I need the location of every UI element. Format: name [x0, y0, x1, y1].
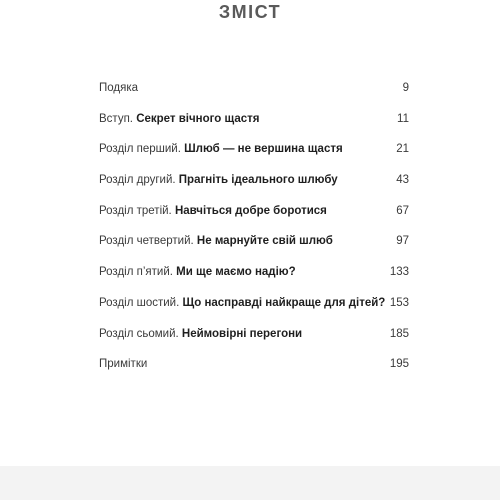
toc-entry-title: Шлюб — не вершина щастя [184, 143, 343, 156]
toc-entry [99, 354, 411, 385]
toc-page-number: 11 [397, 112, 409, 125]
toc-entry-title: Не марнуйте свій шлюб [196, 235, 333, 248]
toc-entry-title: Секрет вічного щастя [136, 112, 260, 125]
toc-entry-text [99, 78, 138, 98]
toc-page-number: 185 [389, 327, 409, 340]
toc-entry [99, 78, 411, 109]
toc-entry-prefix: Розділ перший. [99, 143, 185, 156]
toc-entry [99, 139, 411, 170]
toc-entry-prefix: Примітки [99, 358, 148, 371]
toc-page-number: 67 [396, 204, 409, 217]
toc-entry-text [99, 354, 147, 374]
toc-page-number: 133 [389, 266, 409, 279]
toc-entry-title: Прагніть ідеального шлюбу [178, 174, 338, 187]
toc-entry-text [99, 324, 302, 344]
toc-entry [99, 109, 411, 140]
toc-entry-prefix: Вступ. [99, 112, 137, 125]
toc-entry-prefix: Розділ третій. [99, 204, 175, 217]
toc-page-number: 97 [396, 235, 409, 248]
toc-entry-text [99, 109, 260, 129]
toc-page-number: 43 [396, 174, 409, 187]
toc-entry [99, 324, 411, 355]
toc-entry-title: Неймовірні перегони [181, 327, 303, 340]
page-title: ЗМІСТ [218, 2, 282, 22]
toc-page-number: 153 [389, 296, 409, 309]
toc-entry-text [99, 262, 296, 282]
toc-page-number: 21 [396, 143, 409, 156]
toc-entry-text [99, 231, 333, 251]
table-of-contents [99, 78, 411, 385]
toc-entry [99, 231, 411, 262]
toc-entry [99, 262, 411, 293]
toc-entry-text [99, 201, 327, 221]
toc-entry-text [99, 293, 385, 313]
toc-entry [99, 201, 411, 232]
toc-entry-prefix: Розділ другий. [99, 174, 179, 187]
toc-entry-prefix: Розділ п’ятий. [99, 266, 177, 279]
toc-entry-prefix: Розділ сьомий. [99, 327, 182, 340]
toc-entry-prefix: Подяка [99, 82, 139, 94]
toc-page-number: 9 [402, 82, 409, 94]
toc-entry [99, 170, 411, 201]
toc-entry-title: Що насправді найкраще для дітей? [182, 296, 386, 309]
toc-entry-title: Навчіться добре боротися [174, 204, 327, 217]
toc-entry-text [99, 170, 338, 190]
toc-entry-prefix: Розділ четвертий. [99, 235, 197, 248]
page-bottom-band [0, 466, 500, 500]
toc-entry-text [99, 139, 343, 159]
toc-entry-title: Ми ще маємо надію? [176, 266, 296, 279]
toc-page-number: 195 [389, 358, 409, 371]
toc-entry-prefix: Розділ шостий. [99, 296, 183, 309]
toc-entry [99, 293, 411, 324]
